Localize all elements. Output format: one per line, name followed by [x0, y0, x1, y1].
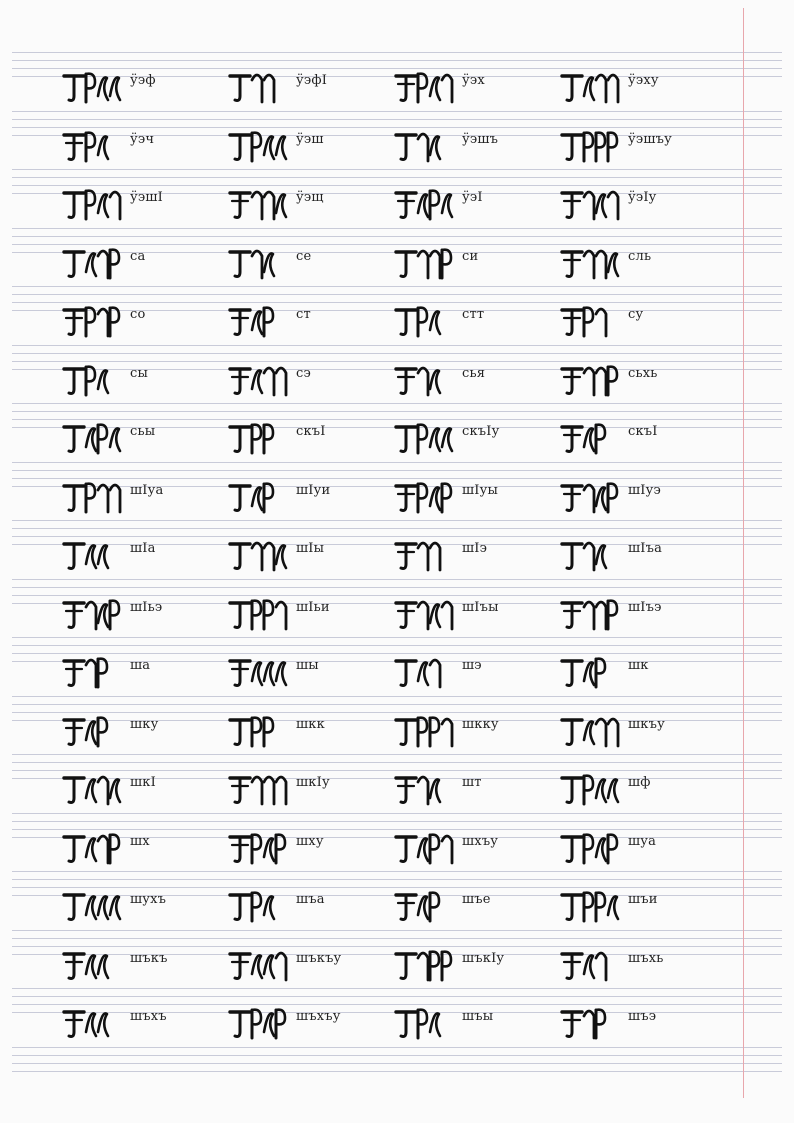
- syllable-cell: [394, 296, 564, 342]
- handwritten-glyph: [62, 300, 126, 342]
- syllable-cell: [560, 823, 730, 869]
- handwritten-glyph: [62, 768, 126, 810]
- syllable-label: шIъэ: [628, 600, 662, 615]
- syllable-cell: [62, 823, 232, 869]
- syllable-label: шкъу: [628, 717, 665, 732]
- syllable-cell: [560, 530, 730, 576]
- syllable-label: шIа: [130, 541, 156, 556]
- syllable-cell: [560, 355, 730, 401]
- handwritten-glyph: [394, 827, 458, 869]
- syllable-label: шъкъу: [296, 951, 342, 966]
- glyph-drawing: [394, 242, 458, 284]
- syllable-cell: [228, 355, 398, 401]
- syllable-label: скъIу: [462, 424, 500, 439]
- glyph-drawing: [394, 944, 458, 986]
- handwritten-glyph: [394, 125, 458, 167]
- glyph-drawing: [228, 827, 292, 869]
- syllable-cell: [62, 296, 232, 342]
- syllable-label: шIы: [296, 541, 325, 556]
- handwritten-glyph: [560, 1002, 624, 1044]
- syllable-label: ӱэху: [628, 73, 659, 88]
- handwritten-glyph: [62, 125, 126, 167]
- syllable-label: шэ: [462, 658, 482, 673]
- handwritten-glyph: [62, 66, 126, 108]
- glyph-drawing: [394, 885, 458, 927]
- syllable-cell: [394, 121, 564, 167]
- glyph-drawing: [560, 768, 624, 810]
- syllable-label: сы: [130, 366, 149, 381]
- glyph-drawing: [62, 242, 126, 284]
- syllable-label: шхъу: [462, 834, 499, 849]
- handwritten-glyph: [228, 651, 292, 693]
- glyph-drawing: [560, 651, 624, 693]
- glyph-drawing: [560, 1002, 624, 1044]
- handwritten-glyph: [228, 476, 292, 518]
- glyph-drawing: [394, 827, 458, 869]
- syllable-label: сль: [628, 249, 652, 264]
- syllable-cell: [560, 62, 730, 108]
- glyph-drawing: [62, 534, 126, 576]
- syllable-label: стт: [462, 307, 485, 322]
- handwritten-glyph: [560, 125, 624, 167]
- glyph-drawing: [62, 359, 126, 401]
- syllable-cell: [560, 238, 730, 284]
- handwritten-glyph: [228, 183, 292, 225]
- glyph-drawing: [560, 710, 624, 752]
- syllable-label: сьы: [130, 424, 156, 439]
- glyph-drawing: [560, 827, 624, 869]
- handwritten-glyph: [394, 593, 458, 635]
- syllable-cell: [228, 998, 398, 1044]
- syllable-label: шъи: [628, 892, 658, 907]
- syllable-label: шIэ: [462, 541, 488, 556]
- syllable-label: шъа: [296, 892, 325, 907]
- glyph-drawing: [228, 944, 292, 986]
- handwritten-glyph: [394, 768, 458, 810]
- glyph-drawing: [62, 768, 126, 810]
- syllable-label: ӱэшъ: [462, 132, 499, 147]
- syllable-cell: [560, 413, 730, 459]
- syllable-cell: [394, 589, 564, 635]
- syllable-cell: [394, 238, 564, 284]
- handwritten-glyph: [394, 885, 458, 927]
- syllable-label: ӱэшI: [130, 190, 163, 205]
- syllable-label: шъхъ: [130, 1009, 167, 1024]
- glyph-drawing: [228, 300, 292, 342]
- glyph-drawing: [228, 125, 292, 167]
- handwritten-glyph: [560, 534, 624, 576]
- syllable-cell: [228, 706, 398, 752]
- handwritten-glyph: [62, 593, 126, 635]
- syllable-label: шъэ: [628, 1009, 657, 1024]
- handwritten-glyph: [394, 476, 458, 518]
- handwritten-glyph: [228, 827, 292, 869]
- glyph-drawing: [228, 885, 292, 927]
- handwritten-glyph: [394, 242, 458, 284]
- syllable-cell: [394, 823, 564, 869]
- syllable-label: ӱэфI: [296, 73, 328, 88]
- syllable-label: шх: [130, 834, 150, 849]
- handwritten-glyph: [560, 242, 624, 284]
- syllable-label: шъхь: [628, 951, 664, 966]
- syllable-label: скъI: [628, 424, 658, 439]
- syllable-cell: [394, 530, 564, 576]
- handwritten-glyph: [394, 534, 458, 576]
- syllable-label: шIуа: [130, 483, 164, 498]
- glyph-drawing: [62, 944, 126, 986]
- syllable-label: сьхь: [628, 366, 658, 381]
- handwritten-glyph: [228, 593, 292, 635]
- syllable-label: скъI: [296, 424, 326, 439]
- handwritten-glyph: [560, 944, 624, 986]
- handwritten-glyph: [62, 534, 126, 576]
- syllable-cell: [62, 121, 232, 167]
- syllable-label: сья: [462, 366, 486, 381]
- syllable-cell: [228, 413, 398, 459]
- syllable-label: шку: [130, 717, 159, 732]
- handwritten-glyph: [394, 651, 458, 693]
- handwritten-glyph: [394, 359, 458, 401]
- handwritten-glyph: [62, 476, 126, 518]
- syllable-cell: [62, 472, 232, 518]
- syllable-label: шIъы: [462, 600, 499, 615]
- syllable-label: се: [296, 249, 312, 264]
- handwritten-glyph: [228, 125, 292, 167]
- glyph-drawing: [560, 66, 624, 108]
- glyph-drawing: [62, 885, 126, 927]
- syllable-label: ӱэщ: [296, 190, 324, 205]
- handwritten-glyph: [560, 827, 624, 869]
- glyph-drawing: [228, 534, 292, 576]
- handwritten-glyph: [62, 1002, 126, 1044]
- handwritten-glyph: [62, 885, 126, 927]
- syllable-label: си: [462, 249, 479, 264]
- syllable-cell: [560, 764, 730, 810]
- glyph-drawing: [560, 125, 624, 167]
- handwritten-glyph: [560, 885, 624, 927]
- syllable-cell: [394, 881, 564, 927]
- syllable-cell: [228, 589, 398, 635]
- syllable-cell: [394, 764, 564, 810]
- glyph-drawing: [394, 768, 458, 810]
- handwritten-glyph: [394, 300, 458, 342]
- syllable-cell: [228, 647, 398, 693]
- glyph-drawing: [228, 242, 292, 284]
- glyph-drawing: [62, 66, 126, 108]
- syllable-cell: [394, 998, 564, 1044]
- syllable-label: ша: [130, 658, 151, 673]
- syllable-cell: [228, 764, 398, 810]
- syllable-label: шы: [296, 658, 319, 673]
- syllable-label: са: [130, 249, 146, 264]
- syllable-cell: [394, 413, 564, 459]
- glyph-drawing: [394, 183, 458, 225]
- glyph-drawing: [228, 476, 292, 518]
- syllable-cell: [560, 881, 730, 927]
- syllable-cell: [62, 940, 232, 986]
- handwritten-glyph: [394, 66, 458, 108]
- glyph-drawing: [560, 242, 624, 284]
- handwritten-glyph: [560, 359, 624, 401]
- handwritten-glyph: [228, 242, 292, 284]
- handwritten-glyph: [394, 710, 458, 752]
- syllable-label: шкIу: [296, 775, 330, 790]
- syllable-label: шф: [628, 775, 651, 790]
- syllable-cell: [62, 764, 232, 810]
- glyph-drawing: [228, 183, 292, 225]
- glyph-drawing: [62, 1002, 126, 1044]
- syllable-label: су: [628, 307, 644, 322]
- syllable-cell: [62, 998, 232, 1044]
- syllable-label: ӱэх: [462, 73, 485, 88]
- syllable-cell: [560, 998, 730, 1044]
- glyph-drawing: [228, 1002, 292, 1044]
- glyph-drawing: [62, 651, 126, 693]
- handwritten-glyph: [560, 651, 624, 693]
- glyph-drawing: [394, 476, 458, 518]
- syllable-cell: [560, 940, 730, 986]
- glyph-drawing: [560, 417, 624, 459]
- handwritten-glyph: [228, 944, 292, 986]
- handwritten-glyph: [560, 66, 624, 108]
- handwritten-glyph: [228, 1002, 292, 1044]
- glyph-drawing: [228, 768, 292, 810]
- handwritten-glyph: [228, 66, 292, 108]
- syllable-cell: [228, 472, 398, 518]
- syllable-label: шкI: [130, 775, 156, 790]
- glyph-drawing: [228, 651, 292, 693]
- syllable-label: шъкъ: [130, 951, 168, 966]
- syllable-cell: [228, 823, 398, 869]
- syllable-label: шт: [462, 775, 482, 790]
- handwritten-glyph: [228, 768, 292, 810]
- syllable-cell: [560, 121, 730, 167]
- syllable-cell: [62, 238, 232, 284]
- glyph-drawing: [228, 593, 292, 635]
- syllable-label: сэ: [296, 366, 311, 381]
- handwritten-glyph: [560, 476, 624, 518]
- syllable-label: шк: [628, 658, 649, 673]
- syllable-label: ӱэч: [130, 132, 155, 147]
- handwritten-glyph: [228, 417, 292, 459]
- syllable-cell: [228, 940, 398, 986]
- syllable-label: шъкIу: [462, 951, 505, 966]
- syllable-label: шъе: [462, 892, 491, 907]
- glyph-drawing: [228, 417, 292, 459]
- handwritten-glyph: [62, 417, 126, 459]
- syllable-label: шIьи: [296, 600, 330, 615]
- syllable-label: шIьэ: [130, 600, 163, 615]
- glyph-drawing: [62, 593, 126, 635]
- glyph-drawing: [394, 66, 458, 108]
- syllable-cell: [394, 355, 564, 401]
- syllable-cell: [560, 179, 730, 225]
- glyph-drawing: [62, 417, 126, 459]
- syllable-cell: [560, 472, 730, 518]
- syllable-cell: [62, 647, 232, 693]
- glyph-drawing: [560, 944, 624, 986]
- handwritten-glyph: [560, 710, 624, 752]
- handwritten-glyph: [394, 183, 458, 225]
- syllable-cell: [228, 530, 398, 576]
- syllable-cell: [62, 706, 232, 752]
- glyph-drawing: [62, 710, 126, 752]
- syllable-cell: [228, 238, 398, 284]
- syllable-label: ӱэIу: [628, 190, 657, 205]
- glyph-drawing: [62, 125, 126, 167]
- syllable-cell: [228, 881, 398, 927]
- syllable-cell: [560, 706, 730, 752]
- glyph-drawing: [394, 534, 458, 576]
- glyph-drawing: [560, 593, 624, 635]
- handwritten-glyph: [394, 944, 458, 986]
- syllable-cell: [394, 62, 564, 108]
- glyph-drawing: [560, 183, 624, 225]
- handwritten-glyph: [62, 944, 126, 986]
- syllable-label: шкк: [296, 717, 325, 732]
- glyph-drawing: [62, 476, 126, 518]
- syllable-cell: [560, 589, 730, 635]
- handwritten-glyph: [228, 359, 292, 401]
- syllable-cell: [62, 179, 232, 225]
- handwritten-glyph: [62, 183, 126, 225]
- glyph-drawing: [394, 593, 458, 635]
- glyph-drawing: [394, 1002, 458, 1044]
- handwritten-glyph: [62, 827, 126, 869]
- syllable-label: ӱэI: [462, 190, 483, 205]
- syllable-label: шIуи: [296, 483, 331, 498]
- glyph-drawing: [394, 125, 458, 167]
- handwritten-glyph: [228, 885, 292, 927]
- handwritten-glyph: [62, 242, 126, 284]
- handwritten-glyph: [228, 300, 292, 342]
- glyph-drawing: [394, 417, 458, 459]
- glyph-drawing: [394, 710, 458, 752]
- glyph-drawing: [394, 300, 458, 342]
- handwritten-glyph: [62, 651, 126, 693]
- glyph-drawing: [560, 534, 624, 576]
- glyph-drawing: [560, 885, 624, 927]
- syllable-cell: [560, 647, 730, 693]
- syllable-label: шIуы: [462, 483, 499, 498]
- syllable-label: шIуэ: [628, 483, 661, 498]
- glyph-drawing: [394, 651, 458, 693]
- syllable-label: шIъа: [628, 541, 663, 556]
- glyph-drawing: [560, 476, 624, 518]
- handwritten-glyph: [394, 1002, 458, 1044]
- handwritten-glyph: [228, 710, 292, 752]
- syllable-label: ст: [296, 307, 311, 322]
- syllable-cell: [394, 472, 564, 518]
- syllable-cell: [62, 413, 232, 459]
- glyph-drawing: [560, 359, 624, 401]
- syllable-label: шъы: [462, 1009, 494, 1024]
- syllable-label: шухъ: [130, 892, 167, 907]
- glyph-drawing: [62, 300, 126, 342]
- syllable-cell: [560, 296, 730, 342]
- glyph-drawing: [228, 359, 292, 401]
- handwritten-glyph: [560, 593, 624, 635]
- syllable-cell: [62, 62, 232, 108]
- syllable-cell: [228, 62, 398, 108]
- syllable-cell: [394, 647, 564, 693]
- glyph-drawing: [394, 359, 458, 401]
- handwritten-glyph: [560, 768, 624, 810]
- handwritten-glyph: [228, 534, 292, 576]
- handwritten-glyph: [560, 417, 624, 459]
- syllable-label: шкку: [462, 717, 499, 732]
- handwritten-glyph: [560, 300, 624, 342]
- glyph-drawing: [228, 66, 292, 108]
- syllable-cell: [62, 589, 232, 635]
- syllable-cell: [394, 179, 564, 225]
- handwritten-glyph: [560, 183, 624, 225]
- syllable-label: ӱэшъу: [628, 132, 672, 147]
- syllable-cell: [228, 179, 398, 225]
- handwritten-glyph: [394, 417, 458, 459]
- glyph-drawing: [62, 183, 126, 225]
- syllable-label: ӱэш: [296, 132, 324, 147]
- syllable-cell: [62, 530, 232, 576]
- syllable-label: со: [130, 307, 146, 322]
- syllable-label: ӱэф: [130, 73, 156, 88]
- handwritten-glyph: [62, 710, 126, 752]
- glyph-drawing: [228, 710, 292, 752]
- syllable-cell: [228, 296, 398, 342]
- syllable-label: шъхъу: [296, 1009, 341, 1024]
- syllable-cell: [394, 706, 564, 752]
- syllable-cell: [228, 121, 398, 167]
- handwritten-glyph: [62, 359, 126, 401]
- syllable-label: шху: [296, 834, 324, 849]
- glyph-drawing: [62, 827, 126, 869]
- syllable-label: шуа: [628, 834, 657, 849]
- syllable-cell: [394, 940, 564, 986]
- glyph-drawing: [560, 300, 624, 342]
- syllable-cell: [62, 881, 232, 927]
- syllable-cell: [62, 355, 232, 401]
